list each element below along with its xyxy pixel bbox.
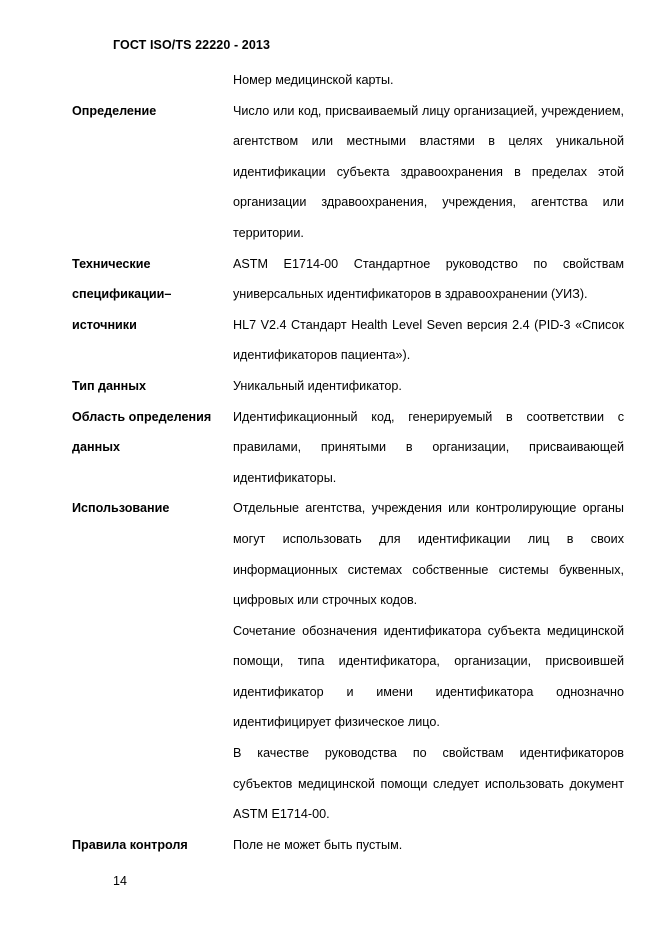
term-label — [72, 96, 233, 249]
definition-text — [233, 65, 624, 96]
definition-paragraph: HL7 V2.4 Стандарт Health Level Seven версия 2.4 (PID-3 «Список идентификаторов пациента»). — [233, 317, 624, 363]
definition-text — [233, 96, 624, 249]
definition-row — [72, 493, 624, 830]
definition-text — [233, 402, 624, 494]
term-line: спецификации– — [72, 287, 172, 302]
definition-paragraph: Уникальный идентификатор. — [233, 378, 402, 393]
term-label — [72, 830, 233, 861]
term-line: Тип данных — [72, 378, 147, 393]
term-label — [72, 493, 233, 830]
definition-paragraph: Идентификационный код, генерируемый в соответствии с правилами, принятыми в организации, присваивающей идентификаторы. — [233, 409, 624, 485]
definition-row — [72, 249, 624, 371]
definition-paragraph: Поле не может быть пустым. — [233, 837, 403, 852]
term-line: Технические — [72, 256, 151, 271]
definition-paragraph: Номер медицинской карты. — [233, 73, 394, 87]
definition-text — [233, 371, 624, 402]
definition-row — [72, 402, 624, 494]
definition-paragraph: Отдельные агентства, учреждения или контролирующие органы могут использовать для идентификации лиц в своих информационных системах собственные системы буквенных, цифровых или строчных кодов. — [233, 501, 624, 608]
definition-row — [72, 371, 624, 402]
definition-text — [233, 493, 624, 830]
term-line: Правила контроля — [72, 837, 188, 852]
term-label — [72, 65, 233, 96]
definition-table — [72, 65, 624, 860]
definition-text — [233, 249, 624, 371]
definition-row — [72, 65, 624, 96]
definition-paragraph: Сочетание обозначения идентификатора субъекта медицинской помощи, типа идентификатора, организации, присвоившей идентификатор и имени идентификатора однозначно идентифицирует физическое лицо. — [233, 623, 624, 730]
definition-paragraph: Число или код, присваиваемый лицу организацией, учреждением, агентством или местными властями в целях уникальной идентификации субъекта здравоохранения в пределах этой организации здравоохранения, учреждения, агентства или территории. — [233, 103, 624, 240]
term-line: Определение — [72, 103, 157, 118]
definition-row — [72, 96, 624, 249]
document-header: ГОСТ ISO/TS 22220 - 2013 — [113, 38, 270, 52]
term-line: Область определения — [72, 409, 212, 424]
definition-paragraph: ASTM E1714-00 Стандартное руководство по свойствам универсальных идентификаторов в здравоохранении (УИЗ). — [233, 256, 624, 302]
definition-text — [233, 830, 624, 861]
term-line: источники — [72, 317, 137, 332]
definition-row — [72, 830, 624, 861]
term-line: Использование — [72, 501, 170, 516]
term-label — [72, 249, 233, 371]
definition-paragraph: В качестве руководства по свойствам идентификаторов субъектов медицинской помощи следует использовать документ ASTM E1714-00. — [233, 746, 624, 822]
term-line: данных — [72, 440, 120, 455]
term-label — [72, 371, 233, 402]
term-label — [72, 402, 233, 494]
page-number: 14 — [113, 874, 127, 888]
